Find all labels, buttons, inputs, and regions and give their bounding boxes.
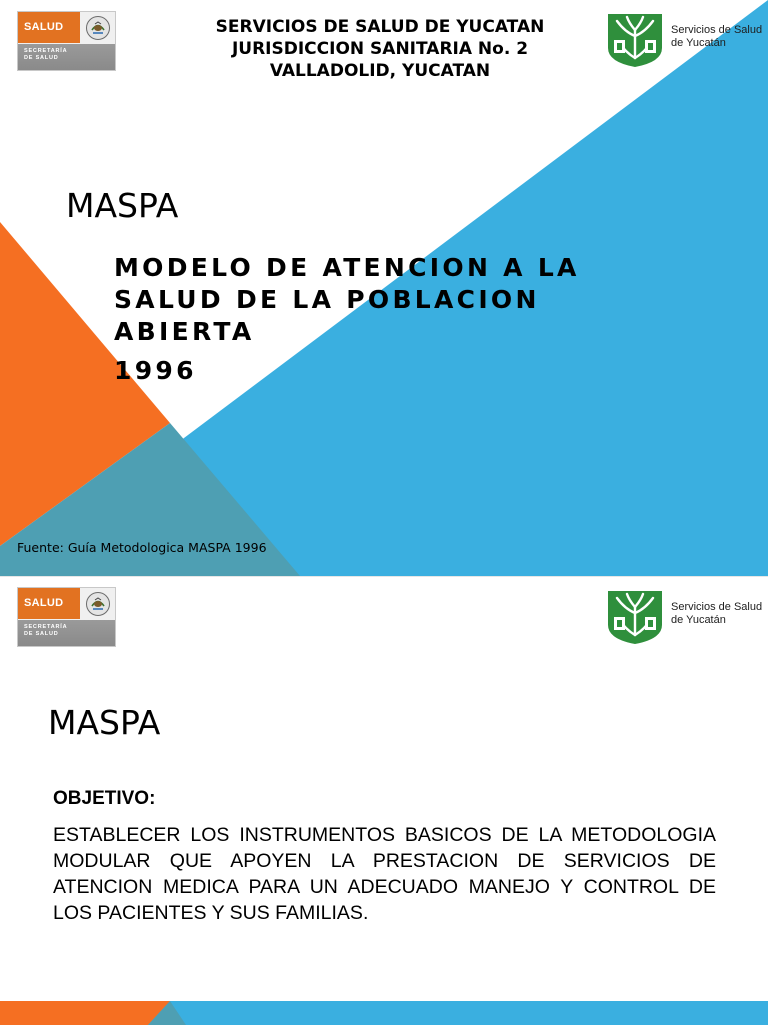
secretaria-salud-logo (17, 11, 116, 71)
slide-2 (0, 576, 768, 1025)
bottom-color-bar (0, 1001, 768, 1025)
ceiba-tree-icon (605, 10, 665, 68)
header-line-2: JURISDICCION SANITARIA No. 2 (231, 39, 529, 59)
mexico-seal-icon (85, 591, 111, 617)
servicios-salud-yucatan-logo (605, 587, 765, 647)
ssy-logo-text (671, 24, 768, 50)
salud-logo-subtitle: SECRETARÍA DE SALUD (24, 624, 68, 637)
objective-text: ESTABLECER LOS INSTRUMENTOS BASICOS DE LA METODOLOGIA MODULAR QUE APOYEN LA PRESTACION DE SERVICIOS DE ATENCION MEDICA PARA UN ADECUADO MANEJO Y CONTROL DE LOS PACIENTES Y SUS FAMILIAS. (53, 824, 716, 924)
ssy-logo-line-1: Servicios de Salud (671, 24, 763, 36)
ssy-logo-line-1: Servicios de Salud (671, 601, 763, 613)
secretaria-salud-logo (17, 587, 116, 647)
header-line-3: VALLADOLID, YUCATAN (269, 61, 491, 81)
salud-logo-name: SALUD (24, 597, 64, 609)
slide-2-title: MASPA (48, 703, 161, 742)
ssy-logo-text (671, 601, 768, 627)
ssy-logo-line-2: de Yucatán (671, 614, 726, 626)
objective-label: OBJETIVO: (53, 788, 156, 809)
slide-1-title: MASPA (66, 186, 179, 225)
source-note: Fuente: Guía Metodologica MASPA 1996 (17, 540, 267, 555)
slide-1-subtitle: MODELO DE ATENCION A LA SALUD DE LA POBLACION ABIERTA (114, 253, 580, 346)
ssy-logo-line-2: de Yucatán (671, 37, 726, 49)
slide-1-year: 1996 (114, 356, 197, 385)
ceiba-tree-icon (605, 587, 665, 645)
header-title (180, 16, 580, 82)
salud-logo-subtitle: SECRETARÍA DE SALUD (24, 48, 68, 61)
header-line-1: SERVICIOS DE SALUD DE YUCATAN (215, 17, 545, 37)
salud-logo-name: SALUD (24, 21, 64, 33)
servicios-salud-yucatan-logo (605, 10, 765, 70)
mexico-seal-icon (85, 15, 111, 41)
